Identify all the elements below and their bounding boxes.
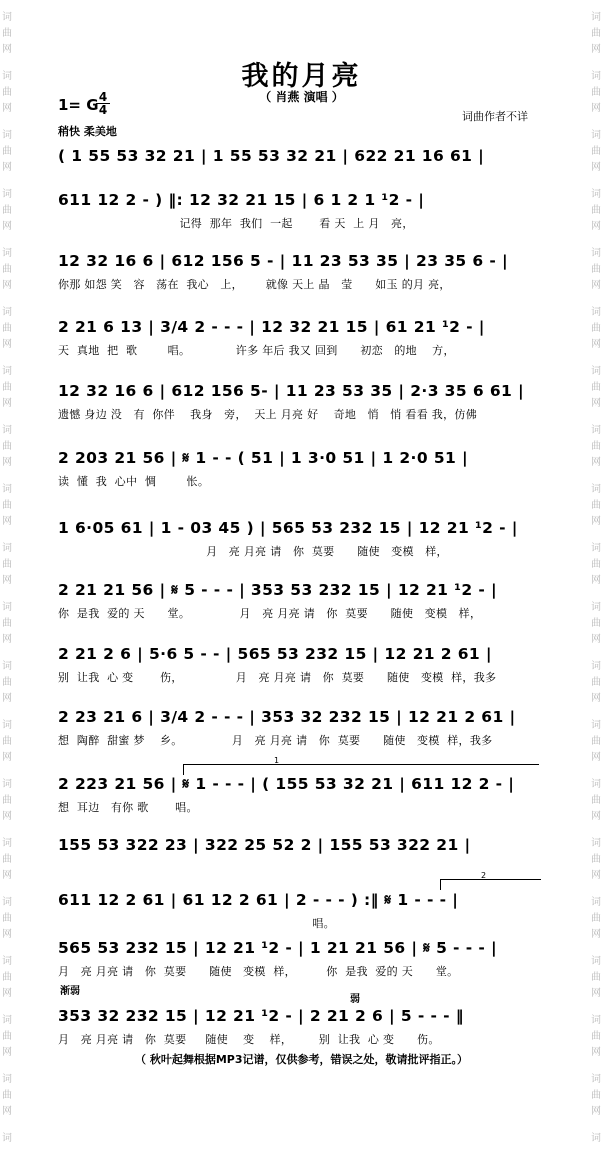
watermark-char: 曲 <box>591 913 601 924</box>
music-line: 565 53 232 15 | 12 21 ¹2 - | 1 21 21 56 | 𝄋 5 - - - | <box>58 939 498 957</box>
volta-number: 1 <box>274 756 280 765</box>
lyric-line: 想 耳边 有你 歌 唱。 <box>58 801 198 814</box>
lyric-line: 记得 那年 我们 一起 看 天 上 月 亮， <box>58 217 414 230</box>
lyric-line: 想 陶醉 甜蜜 梦 乡。 月 亮 月亮 请 你 莫要 随使 变模 样，我多 <box>58 734 493 747</box>
lyric-line: 遗憾 身边 没 有 你伴 我身 旁， 天上 月亮 好 奇地 悄 悄 看看 我，仿佛 <box>58 408 477 421</box>
watermark-char: 词 <box>2 602 12 613</box>
watermark-char: 曲 <box>2 795 12 806</box>
watermark-char: 网 <box>591 280 601 291</box>
watermark-char: 网 <box>591 221 601 232</box>
watermark-char: 网 <box>2 44 12 55</box>
dynamic-marking-fade: 渐弱 <box>60 986 80 997</box>
watermark-char: 词 <box>591 12 601 23</box>
watermark-char: 词 <box>2 484 12 495</box>
transcriber-note: （ 秋叶起舞根据MP3记谱，仅供参考，错误之处，敬请批评指正。） <box>135 1053 468 1066</box>
watermark-char: 曲 <box>591 205 601 216</box>
watermark-char: 词 <box>591 956 601 967</box>
watermark-char: 词 <box>591 661 601 672</box>
watermark-char: 词 <box>2 543 12 554</box>
watermark-char: 词 <box>2 1015 12 1026</box>
watermark-char: 曲 <box>591 441 601 452</box>
lyric-line: 月 亮 月亮 请 你 莫要 随使 变 样， 别 让我 心 变 伤。 <box>58 1033 440 1046</box>
watermark-char: 词 <box>591 838 601 849</box>
watermark-char: 词 <box>2 897 12 908</box>
watermark-char: 词 <box>591 602 601 613</box>
watermark-char: 网 <box>2 457 12 468</box>
lyric-line: 别 让我 心 变 伤， 月 亮 月亮 请 你 莫要 随使 变模 样，我多 <box>58 671 497 684</box>
watermark-char: 网 <box>2 575 12 586</box>
watermark-char: 曲 <box>2 677 12 688</box>
lyric-line: 读 懂 我 心中 惆 怅。 <box>58 475 210 488</box>
tempo-marking: 稍快 柔美地 <box>58 125 117 138</box>
watermark-char: 网 <box>2 752 12 763</box>
watermark-char: 曲 <box>591 323 601 334</box>
watermark-char: 词 <box>591 366 601 377</box>
watermark-char: 网 <box>2 221 12 232</box>
watermark-char: 曲 <box>591 795 601 806</box>
watermark-char: 曲 <box>591 382 601 393</box>
watermark-char: 词 <box>591 425 601 436</box>
watermark-char: 曲 <box>591 1090 601 1101</box>
music-line: 2 21 2 6 | 5·6 5 - - | 565 53 232 15 | 12 21 2 61 | <box>58 645 492 663</box>
watermark-char: 词 <box>591 1074 601 1085</box>
music-line: 611 12 2 61 | 61 12 2 61 | 2 - - - ) :‖ 𝄋 1 - - - | <box>58 891 459 909</box>
watermark-char: 词 <box>2 71 12 82</box>
music-line: 2 21 6 13 | 3/4 2 - - - | 12 32 21 15 | 61 21 ¹2 - | <box>58 318 485 336</box>
watermark-char: 网 <box>2 1047 12 1058</box>
watermark-char: 曲 <box>2 146 12 157</box>
watermark-char: 曲 <box>591 618 601 629</box>
watermark-char: 曲 <box>591 854 601 865</box>
watermark-char: 网 <box>2 103 12 114</box>
watermark-right <box>589 0 603 1150</box>
watermark-char: 词 <box>591 1015 601 1026</box>
singer-credit: （ 肖燕 演唱 ） <box>259 90 344 104</box>
watermark-char: 词 <box>2 661 12 672</box>
watermark-char: 词 <box>2 956 12 967</box>
watermark-char: 曲 <box>2 28 12 39</box>
watermark-char: 曲 <box>2 323 12 334</box>
watermark-char: 网 <box>2 162 12 173</box>
music-line: 12 32 16 6 | 612 156 5- | 11 23 53 35 | 2·3 35 6 61 | <box>58 382 525 400</box>
watermark-char: 网 <box>591 162 601 173</box>
watermark-char: 网 <box>2 398 12 409</box>
watermark-char: 曲 <box>591 559 601 570</box>
lyric-line: 你 是我 爱的 天 堂。 月 亮 月亮 请 你 莫要 随使 变模 样， <box>58 607 482 620</box>
watermark-char: 网 <box>2 811 12 822</box>
music-line: 2 203 21 56 | 𝄋 1 - - ( 51 | 1 3·0 51 | 1 2·0 51 | <box>58 449 469 467</box>
watermark-char: 曲 <box>2 1090 12 1101</box>
watermark-char: 网 <box>591 1047 601 1058</box>
watermark-char: 曲 <box>591 264 601 275</box>
watermark-char: 网 <box>591 1106 601 1117</box>
music-line: 611 12 2 - ) ‖: 12 32 21 15 | 6 1 2 1 ¹2 - | <box>58 191 425 209</box>
watermark-char: 词 <box>591 248 601 259</box>
watermark-char: 曲 <box>2 205 12 216</box>
watermark-char: 网 <box>591 516 601 527</box>
watermark-char: 曲 <box>2 500 12 511</box>
watermark-char: 网 <box>591 988 601 999</box>
watermark-char: 曲 <box>591 87 601 98</box>
watermark-char: 网 <box>591 103 601 114</box>
watermark-char: 曲 <box>2 618 12 629</box>
watermark-char: 网 <box>591 457 601 468</box>
watermark-char: 曲 <box>2 972 12 983</box>
watermark-char: 词 <box>2 1133 12 1144</box>
watermark-char: 词 <box>591 543 601 554</box>
music-line: 2 23 21 6 | 3/4 2 - - - | 353 32 232 15 | 12 21 2 61 | <box>58 708 516 726</box>
watermark-char: 词 <box>2 838 12 849</box>
music-line: ( 1 55 53 32 21 | 1 55 53 32 21 | 622 21 16 61 | <box>58 147 485 165</box>
watermark-char: 词 <box>591 720 601 731</box>
watermark-char: 词 <box>591 189 601 200</box>
lyric-line: 天 真地 把 歌 唱。 许多 年后 我又 回到 初恋 的地 方， <box>58 344 455 357</box>
watermark-char: 词 <box>2 1074 12 1085</box>
watermark-char: 曲 <box>591 677 601 688</box>
music-line: 1 6·05 61 | 1 - 03 45 ) | 565 53 232 15 | 12 21 ¹2 - | <box>58 519 518 537</box>
music-line: 12 32 16 6 | 612 156 5 - | 11 23 53 35 | 23 35 6 - | <box>58 252 509 270</box>
watermark-char: 词 <box>2 779 12 790</box>
volta-bracket-1 <box>183 756 539 775</box>
composer-credit: 词曲作者不详 <box>462 110 528 123</box>
watermark-char: 词 <box>591 484 601 495</box>
watermark-char: 词 <box>591 71 601 82</box>
watermark-char: 网 <box>2 280 12 291</box>
time-signature-bottom: 4 <box>98 103 108 117</box>
watermark-char: 网 <box>591 693 601 704</box>
watermark-char: 网 <box>2 988 12 999</box>
watermark-char: 网 <box>2 634 12 645</box>
watermark-char: 网 <box>591 44 601 55</box>
watermark-char: 网 <box>2 1106 12 1117</box>
volta-bracket-2 <box>440 871 541 890</box>
watermark-char: 曲 <box>2 441 12 452</box>
watermark-char: 网 <box>591 929 601 940</box>
time-signature <box>96 91 110 116</box>
music-line: 353 32 232 15 | 12 21 ¹2 - | 2 21 2 6 | 5 - - - ‖ <box>58 1007 464 1025</box>
watermark-char: 词 <box>591 779 601 790</box>
lyric-line: 唱。 <box>58 917 335 930</box>
watermark-char: 词 <box>2 425 12 436</box>
music-line: 2 223 21 56 | 𝄋 1 - - - | ( 155 53 32 21 | 611 12 2 - | <box>58 775 515 793</box>
watermark-char: 词 <box>2 720 12 731</box>
watermark-char: 词 <box>591 130 601 141</box>
watermark-char: 网 <box>2 339 12 350</box>
watermark-char: 网 <box>591 398 601 409</box>
watermark-char: 词 <box>2 12 12 23</box>
watermark-char: 曲 <box>591 736 601 747</box>
watermark-char: 网 <box>2 693 12 704</box>
watermark-char: 词 <box>2 189 12 200</box>
lyric-line: 你那 如怨 笑 容 荡在 我心 上， 就像 天上 晶 莹 如玉 的月 亮， <box>58 278 451 291</box>
watermark-char: 词 <box>591 307 601 318</box>
watermark-char: 曲 <box>2 736 12 747</box>
watermark-char: 曲 <box>2 87 12 98</box>
watermark-char: 曲 <box>591 146 601 157</box>
watermark-char: 词 <box>591 1133 601 1144</box>
watermark-char: 曲 <box>2 559 12 570</box>
music-line: 2 21 21 56 | 𝄋 5 - - - | 353 53 232 15 | 12 21 ¹2 - | <box>58 581 498 599</box>
key-signature: 1= G <box>58 96 99 114</box>
watermark-char: 曲 <box>591 28 601 39</box>
lyric-line: 月 亮 月亮 请 你 莫要 随使 变模 样， <box>58 545 448 558</box>
watermark-char: 曲 <box>2 382 12 393</box>
watermark-char: 网 <box>591 575 601 586</box>
music-line: 155 53 322 23 | 322 25 52 2 | 155 53 322 21 | <box>58 836 471 854</box>
watermark-char: 曲 <box>591 500 601 511</box>
watermark-char: 网 <box>2 929 12 940</box>
song-title: 我的月亮 <box>241 61 362 92</box>
volta-number: 2 <box>481 871 487 880</box>
lyric-line: 月 亮 月亮 请 你 莫要 随使 变模 样， 你 是我 爱的 天 堂。 <box>58 965 459 978</box>
time-signature-top: 4 <box>98 90 108 104</box>
watermark-char: 曲 <box>2 1031 12 1042</box>
watermark-left <box>0 0 14 1150</box>
watermark-char: 网 <box>2 870 12 881</box>
dynamic-marking-weak: 弱 <box>350 994 360 1005</box>
watermark-char: 曲 <box>2 264 12 275</box>
watermark-char: 曲 <box>591 972 601 983</box>
watermark-char: 曲 <box>2 854 12 865</box>
watermark-char: 词 <box>591 897 601 908</box>
watermark-char: 词 <box>2 130 12 141</box>
watermark-char: 词 <box>2 366 12 377</box>
watermark-char: 曲 <box>2 913 12 924</box>
watermark-char: 网 <box>591 752 601 763</box>
watermark-char: 曲 <box>591 1031 601 1042</box>
watermark-char: 网 <box>2 516 12 527</box>
watermark-char: 词 <box>2 307 12 318</box>
watermark-char: 词 <box>2 248 12 259</box>
watermark-char: 网 <box>591 870 601 881</box>
watermark-char: 网 <box>591 339 601 350</box>
watermark-char: 网 <box>591 811 601 822</box>
watermark-char: 网 <box>591 634 601 645</box>
